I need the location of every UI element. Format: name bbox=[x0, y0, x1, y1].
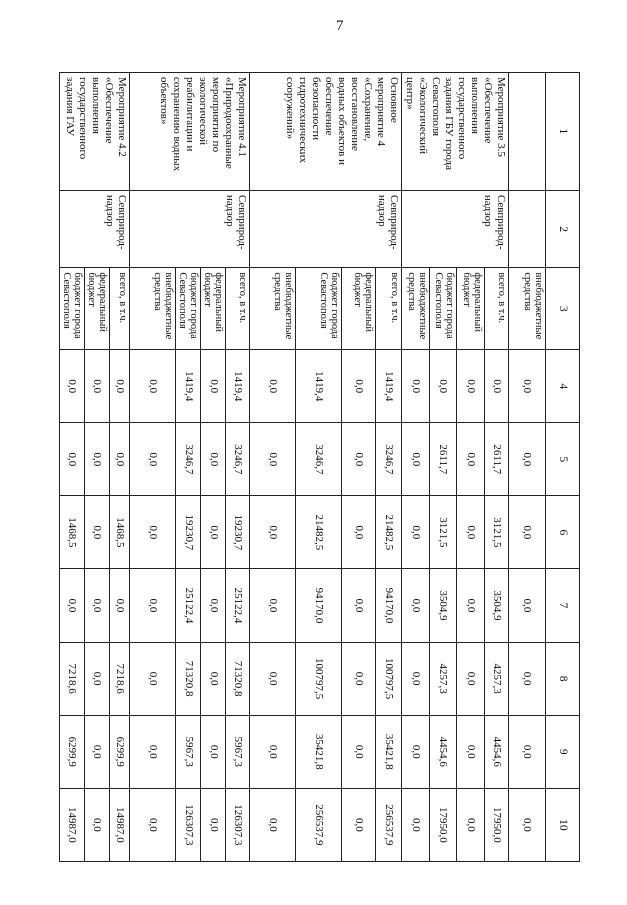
value-cell: 94170,0 bbox=[296, 569, 342, 642]
value-cell: 35421,8 bbox=[296, 715, 342, 788]
value-cell: 0,0 bbox=[85, 642, 110, 715]
value-cell: 35421,8 bbox=[376, 715, 402, 788]
value-cell: 0,0 bbox=[402, 496, 430, 569]
value-cell: 0,0 bbox=[60, 569, 85, 642]
column-header: 4 bbox=[546, 350, 580, 423]
funding-type-cell: внебюджетные средства bbox=[250, 268, 296, 350]
value-cell: 0,0 bbox=[509, 642, 546, 715]
table-row bbox=[484, 73, 508, 862]
value-cell: 0,0 bbox=[85, 350, 110, 423]
value-cell: 0,0 bbox=[130, 496, 176, 569]
value-cell: 0,0 bbox=[484, 350, 508, 423]
event-cell-empty bbox=[509, 73, 546, 191]
value-cell: 0,0 bbox=[85, 715, 110, 788]
value-cell: 0,0 bbox=[509, 350, 546, 423]
value-cell: 3246,7 bbox=[376, 423, 402, 496]
rotated-table-container bbox=[61, 72, 580, 862]
value-cell: 0,0 bbox=[130, 715, 176, 788]
value-cell: 7218,6 bbox=[60, 642, 85, 715]
value-cell: 0,0 bbox=[342, 423, 376, 496]
value-cell: 0,0 bbox=[110, 423, 130, 496]
funding-type-cell: всего, в т.ч. bbox=[110, 268, 130, 350]
value-cell: 3504,9 bbox=[484, 569, 508, 642]
value-cell: 25122,4 bbox=[176, 569, 201, 642]
value-cell: 0,0 bbox=[457, 423, 485, 496]
value-cell: 6299,9 bbox=[110, 715, 130, 788]
value-cell: 0,0 bbox=[402, 350, 430, 423]
value-cell: 0,0 bbox=[402, 788, 430, 861]
value-cell: 0,0 bbox=[509, 496, 546, 569]
value-cell: 0,0 bbox=[130, 788, 176, 861]
value-cell: 1419,4 bbox=[226, 350, 250, 423]
value-cell: 14987,0 bbox=[60, 788, 85, 861]
value-cell: 0,0 bbox=[342, 496, 376, 569]
value-cell: 7218,6 bbox=[110, 642, 130, 715]
funding-type-cell: всего, в т.ч. bbox=[226, 268, 250, 350]
value-cell: 21482,5 bbox=[296, 496, 342, 569]
value-cell: 0,0 bbox=[457, 350, 485, 423]
value-cell: 0,0 bbox=[250, 350, 296, 423]
value-cell: 0,0 bbox=[130, 423, 176, 496]
value-cell: 0,0 bbox=[201, 569, 226, 642]
value-cell: 6299,9 bbox=[60, 715, 85, 788]
page-number: 7 bbox=[336, 18, 344, 34]
value-cell: 5967,3 bbox=[226, 715, 250, 788]
value-cell: 1419,4 bbox=[296, 350, 342, 423]
value-cell: 5967,3 bbox=[176, 715, 201, 788]
value-cell: 1419,4 bbox=[176, 350, 201, 423]
column-header: 3 bbox=[546, 268, 580, 350]
value-cell: 3246,7 bbox=[226, 423, 250, 496]
funding-type-cell: федеральный бюджет bbox=[85, 268, 110, 350]
value-cell: 0,0 bbox=[509, 788, 546, 861]
value-cell: 94170,0 bbox=[376, 569, 402, 642]
value-cell: 0,0 bbox=[342, 350, 376, 423]
value-cell: 0,0 bbox=[342, 715, 376, 788]
value-cell: 0,0 bbox=[250, 569, 296, 642]
value-cell: 0,0 bbox=[457, 496, 485, 569]
funding-type-cell: федеральный бюджет bbox=[201, 268, 226, 350]
value-cell: 0,0 bbox=[85, 496, 110, 569]
table-row bbox=[226, 73, 250, 862]
value-cell: 3504,9 bbox=[429, 569, 457, 642]
funding-type-cell: внебюджетные средства bbox=[509, 268, 546, 350]
value-cell: 0,0 bbox=[130, 350, 176, 423]
value-cell: 3121,5 bbox=[429, 496, 457, 569]
column-header: 1 bbox=[546, 73, 580, 191]
value-cell: 0,0 bbox=[60, 350, 85, 423]
value-cell: 0,0 bbox=[457, 642, 485, 715]
value-cell: 17950,0 bbox=[429, 788, 457, 861]
value-cell: 0,0 bbox=[509, 423, 546, 496]
value-cell: 0,0 bbox=[110, 350, 130, 423]
value-cell: 0,0 bbox=[509, 715, 546, 788]
column-number-row bbox=[546, 73, 580, 862]
column-header: 2 bbox=[546, 190, 580, 267]
value-cell: 0,0 bbox=[130, 569, 176, 642]
funding-type-cell: всего, в т.ч. bbox=[376, 268, 402, 350]
executor-cell: Севприрод-надзор bbox=[250, 190, 402, 267]
value-cell: 100797,5 bbox=[296, 642, 342, 715]
value-cell: 0,0 bbox=[250, 496, 296, 569]
funding-type-cell: бюджет города Севастополя bbox=[60, 268, 85, 350]
value-cell: 0,0 bbox=[201, 350, 226, 423]
value-cell: 0,0 bbox=[85, 423, 110, 496]
executor-cell: Севприрод-надзор bbox=[130, 190, 250, 267]
executor-cell: Севприрод-надзор bbox=[402, 190, 509, 267]
value-cell: 0,0 bbox=[201, 423, 226, 496]
value-cell: 19230,7 bbox=[176, 496, 201, 569]
value-cell: 0,0 bbox=[402, 569, 430, 642]
value-cell: 0,0 bbox=[250, 642, 296, 715]
funding-table bbox=[59, 72, 580, 862]
funding-type-cell: федеральный бюджет bbox=[457, 268, 485, 350]
value-cell: 0,0 bbox=[402, 715, 430, 788]
column-header: 10 bbox=[546, 788, 580, 861]
value-cell: 126307,3 bbox=[226, 788, 250, 861]
value-cell: 0,0 bbox=[110, 569, 130, 642]
value-cell: 1468,5 bbox=[60, 496, 85, 569]
column-header: 8 bbox=[546, 642, 580, 715]
value-cell: 0,0 bbox=[201, 496, 226, 569]
value-cell: 0,0 bbox=[342, 788, 376, 861]
value-cell: 2611,7 bbox=[484, 423, 508, 496]
value-cell: 3246,7 bbox=[176, 423, 201, 496]
value-cell: 100797,5 bbox=[376, 642, 402, 715]
value-cell: 4454,6 bbox=[429, 715, 457, 788]
funding-type-cell: внебюджетные средства bbox=[402, 268, 430, 350]
value-cell: 0,0 bbox=[85, 788, 110, 861]
event-name-cell: Мероприятие 4.1 «Природоохранные мероприятия по экологической реабилитации и сохранению водных объектов» bbox=[130, 73, 250, 191]
table-body bbox=[60, 73, 580, 862]
value-cell: 0,0 bbox=[342, 642, 376, 715]
value-cell: 71320,8 bbox=[226, 642, 250, 715]
executor-cell-empty bbox=[509, 190, 546, 267]
value-cell: 0,0 bbox=[60, 423, 85, 496]
value-cell: 0,0 bbox=[250, 423, 296, 496]
value-cell: 0,0 bbox=[201, 788, 226, 861]
value-cell: 19230,7 bbox=[226, 496, 250, 569]
value-cell: 0,0 bbox=[201, 715, 226, 788]
value-cell: 256537,9 bbox=[296, 788, 342, 861]
value-cell: 2611,7 bbox=[429, 423, 457, 496]
event-name-cell: Мероприятие 4.2 «Обеспечение выполнения государственного задания ГАУ bbox=[60, 73, 130, 191]
value-cell: 0,0 bbox=[201, 642, 226, 715]
funding-type-cell: всего, в т.ч. bbox=[484, 268, 508, 350]
executor-cell: Севприрод-надзор bbox=[60, 190, 130, 267]
table-row bbox=[110, 73, 130, 862]
table-row bbox=[376, 73, 402, 862]
value-cell: 0,0 bbox=[250, 788, 296, 861]
value-cell: 0,0 bbox=[509, 569, 546, 642]
value-cell: 4257,3 bbox=[484, 642, 508, 715]
value-cell: 0,0 bbox=[429, 350, 457, 423]
value-cell: 0,0 bbox=[342, 569, 376, 642]
value-cell: 4257,3 bbox=[429, 642, 457, 715]
funding-type-cell: федеральный бюджет bbox=[342, 268, 376, 350]
funding-type-cell: бюджет города Севастополя bbox=[296, 268, 342, 350]
value-cell: 0,0 bbox=[402, 642, 430, 715]
value-cell: 0,0 bbox=[85, 569, 110, 642]
event-name-cell: Основное мероприятие 4 «Сохранение, восстановление водных объектов и обеспечение безопасности гидротехнических сооружений» bbox=[250, 73, 402, 191]
value-cell: 126307,3 bbox=[176, 788, 201, 861]
value-cell: 25122,4 bbox=[226, 569, 250, 642]
value-cell: 3246,7 bbox=[296, 423, 342, 496]
column-header: 6 bbox=[546, 496, 580, 569]
value-cell: 0,0 bbox=[402, 423, 430, 496]
value-cell: 71320,8 bbox=[176, 642, 201, 715]
value-cell: 3121,5 bbox=[484, 496, 508, 569]
value-cell: 0,0 bbox=[130, 642, 176, 715]
value-cell: 21482,5 bbox=[376, 496, 402, 569]
value-cell: 0,0 bbox=[457, 788, 485, 861]
funding-type-cell: бюджет города Севастополя bbox=[429, 268, 457, 350]
value-cell: 0,0 bbox=[457, 715, 485, 788]
column-header: 5 bbox=[546, 423, 580, 496]
value-cell: 17950,0 bbox=[484, 788, 508, 861]
table-row bbox=[509, 73, 546, 862]
value-cell: 14987,0 bbox=[110, 788, 130, 861]
value-cell: 4454,6 bbox=[484, 715, 508, 788]
funding-type-cell: внебюджетные средства bbox=[130, 268, 176, 350]
value-cell: 0,0 bbox=[250, 715, 296, 788]
value-cell: 0,0 bbox=[457, 569, 485, 642]
funding-type-cell: бюджет города Севастополя bbox=[176, 268, 201, 350]
column-header: 9 bbox=[546, 715, 580, 788]
event-name-cell: Мероприятие 3.5 «Обеспечение выполнения государственного задания ГБУ города Севастополя «Экологический центр» bbox=[402, 73, 509, 191]
value-cell: 1419,4 bbox=[376, 350, 402, 423]
column-header: 7 bbox=[546, 569, 580, 642]
value-cell: 1468,5 bbox=[110, 496, 130, 569]
value-cell: 256537,9 bbox=[376, 788, 402, 861]
